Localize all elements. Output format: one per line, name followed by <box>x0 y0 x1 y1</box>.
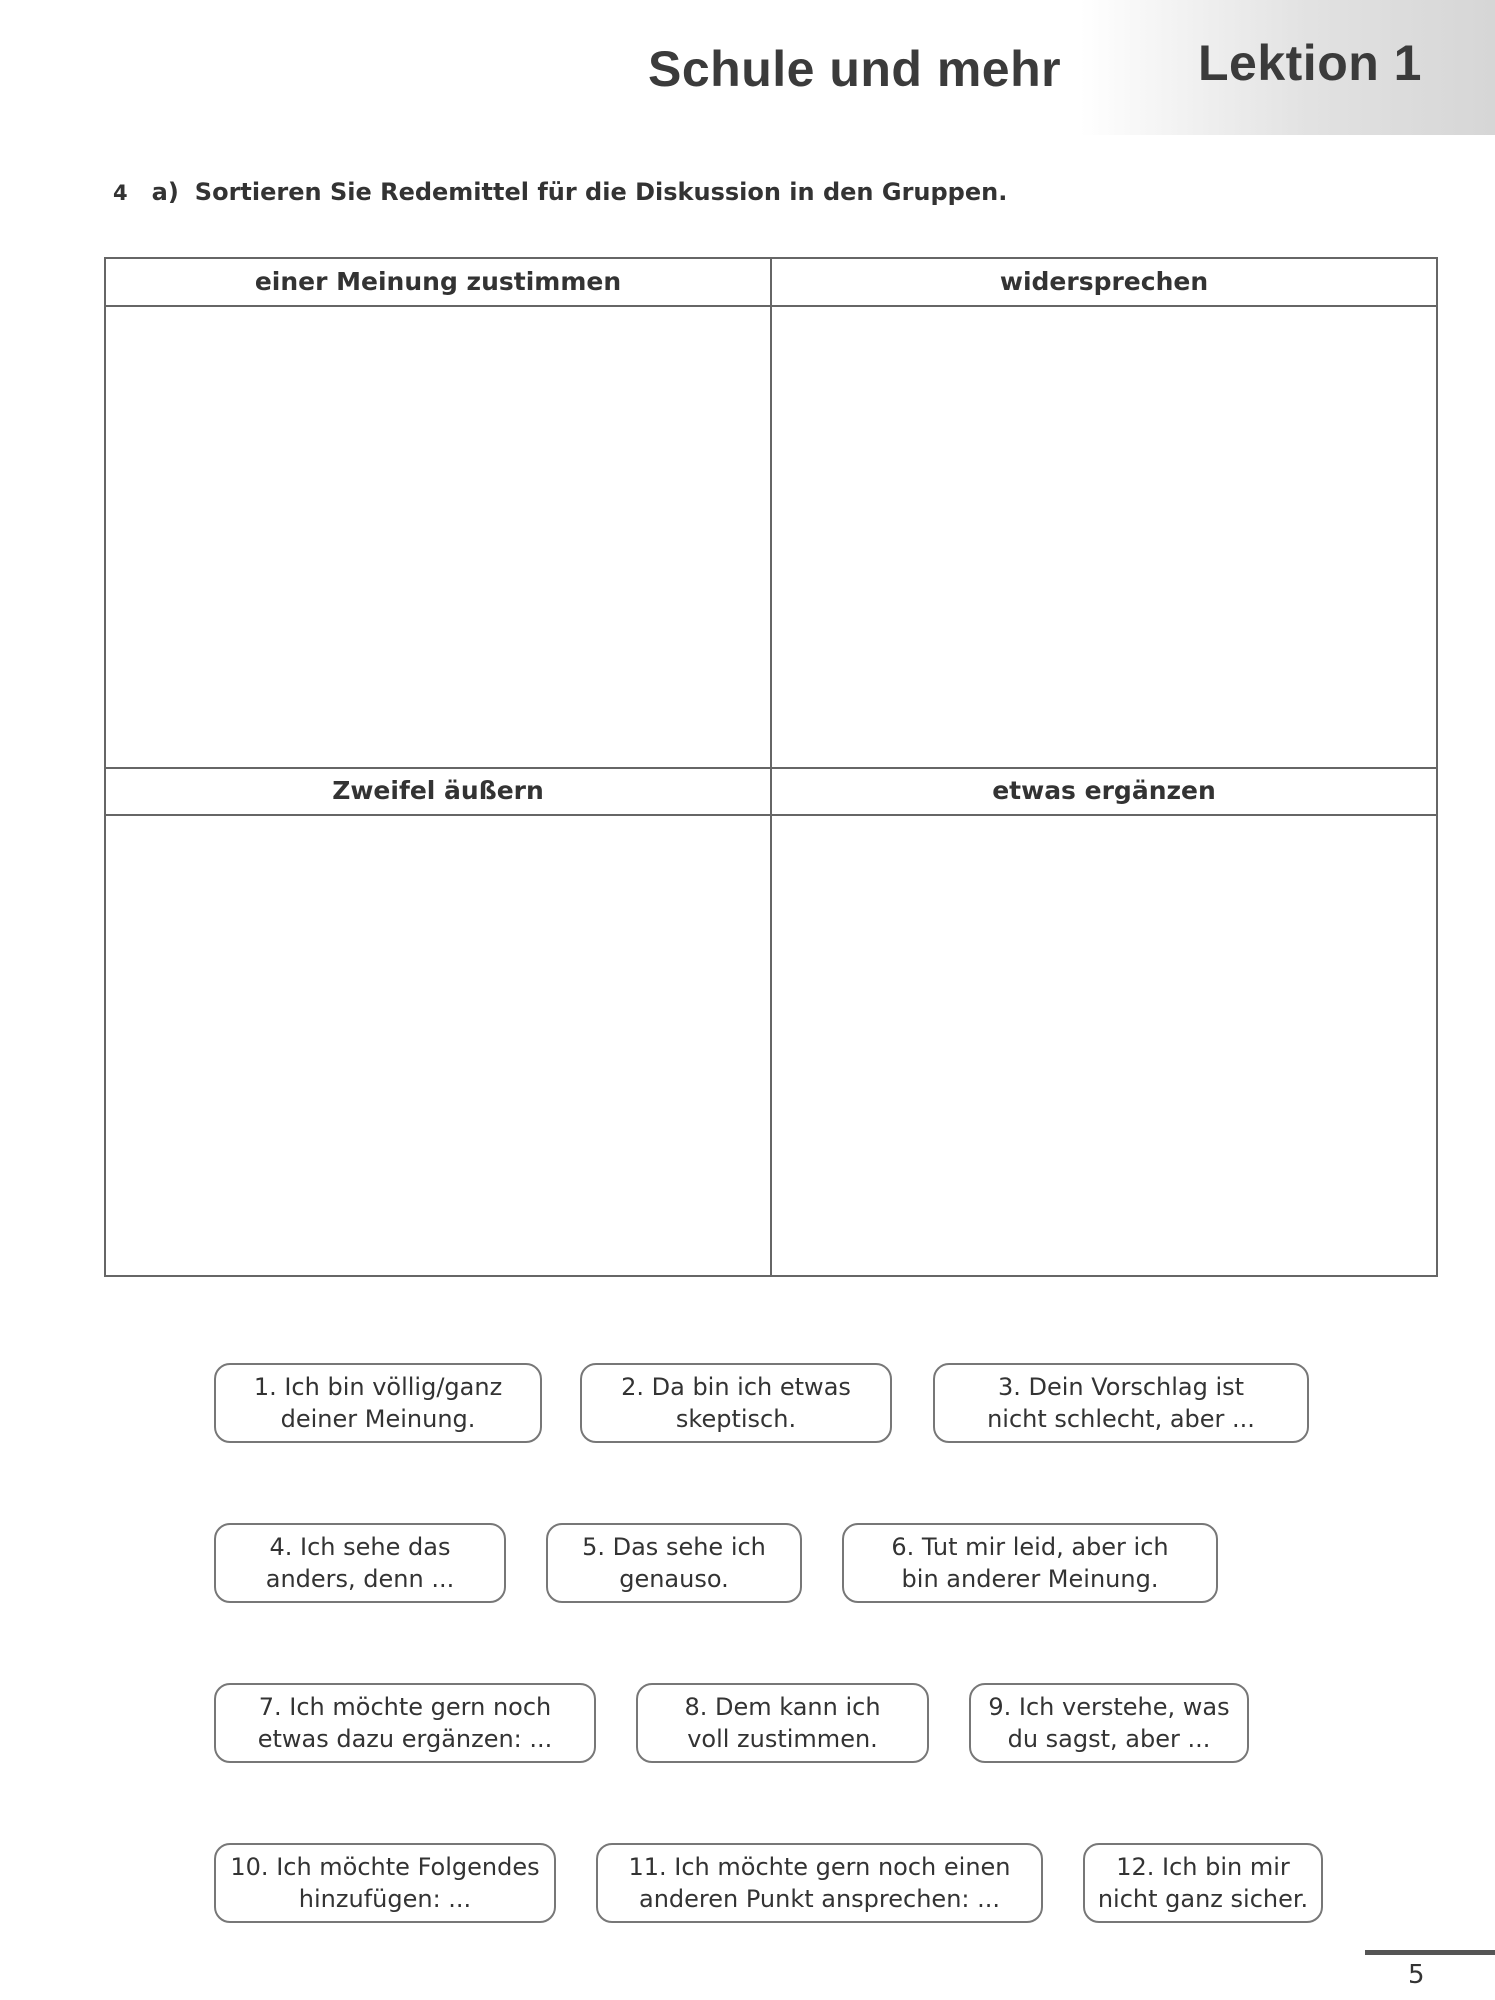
page-number: 5 <box>1408 1960 1425 1990</box>
phrase-card[interactable]: 2. Da bin ich etwas skeptisch. <box>580 1363 892 1443</box>
sorting-table <box>104 257 1438 1277</box>
phrase-card[interactable]: 10. Ich möchte Folgendes hinzufügen: ... <box>214 1843 556 1923</box>
phrase-card[interactable]: 6. Tut mir leid, aber ich bin anderer Meinung. <box>842 1523 1218 1603</box>
header-agree: einer Meinung zustimmen <box>254 267 622 296</box>
phrase-card[interactable]: 11. Ich möchte gern noch einen anderen Punkt ansprechen: ... <box>596 1843 1043 1923</box>
phrase-card[interactable]: 7. Ich möchte gern noch etwas dazu ergänzen: ... <box>214 1683 596 1763</box>
task-subletter: a) <box>151 178 179 206</box>
phrase-card[interactable]: 9. Ich verstehe, was du sagst, aber ... <box>969 1683 1249 1763</box>
header-contradict: widersprechen <box>999 267 1209 296</box>
phrase-card[interactable]: 12. Ich bin mir nicht ganz sicher. <box>1083 1843 1323 1923</box>
header-add: etwas ergänzen <box>992 776 1216 805</box>
drop-area-doubt[interactable] <box>106 816 770 1275</box>
footer-rule <box>1365 1950 1495 1955</box>
task-text: Sortieren Sie Redemittel für die Diskussion in den Gruppen. <box>194 178 1008 206</box>
task-number: 4 <box>113 181 128 205</box>
drop-area-contradict[interactable] <box>772 307 1436 767</box>
drop-area-add[interactable] <box>772 816 1436 1275</box>
phrase-card[interactable]: 1. Ich bin völlig/ganz deiner Meinung. <box>214 1363 542 1443</box>
phrase-card[interactable]: 8. Dem kann ich voll zustimmen. <box>636 1683 929 1763</box>
phrase-card[interactable]: 4. Ich sehe das anders, denn ... <box>214 1523 506 1603</box>
phrase-card[interactable]: 3. Dein Vorschlag ist nicht schlecht, aber ... <box>933 1363 1309 1443</box>
drop-area-agree[interactable] <box>106 307 770 767</box>
page-title: Schule und mehr <box>648 41 1062 97</box>
task-instruction <box>113 178 1007 206</box>
phrase-card[interactable]: 5. Das sehe ich genauso. <box>546 1523 802 1603</box>
lesson-label: Lektion 1 <box>1198 35 1422 91</box>
header-doubt: Zweifel äußern <box>332 776 544 805</box>
